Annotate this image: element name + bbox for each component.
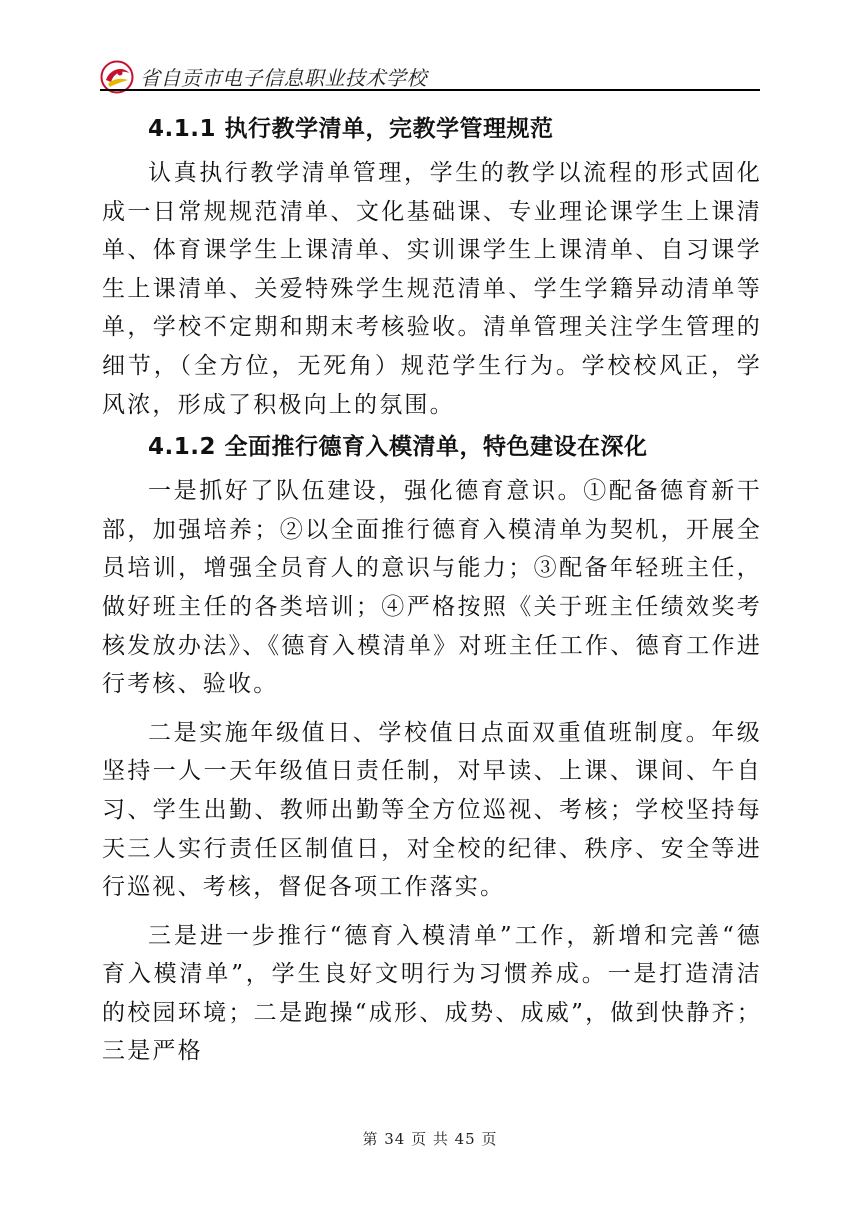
school-name: 省自贡市电子信息职业技术学校 (140, 66, 427, 90)
section-heading: 4.1.2 全面推行德育入模清单，特色建设在深化 (148, 434, 648, 461)
document-body (102, 108, 762, 1075)
section-heading: 4.1.1 执行教学清单，完教学管理规范 (148, 116, 554, 142)
page-number: 第 34 页 共 45 页 (362, 1130, 498, 1148)
paragraph: 二是实施年级值日、学校值日点面双重值班制度。年级坚持一人一天年级值日责任制，对早读、上课、课间、午自习、学生出勤、教师出勤等全方位巡视、考核；学校坚持每天三人实行责任区制值日，对全校的纪律、秩序、安全等进行巡视、考核，督促各项工作落实。 (102, 719, 762, 901)
paragraph: 三是进一步推行“德育入模清单”工作，新增和完善“德育入模清单”，学生良好文明行为习惯养成。一是打造清洁的校园环境；二是跑操“成形、成势、成威”，做到快静齐；三是严格 (102, 922, 762, 1065)
paragraph: 认真执行教学清单管理，学生的教学以流程的形式固化成一日常规规范清单、文化基础课、专业理论课学生上课清单、体育课学生上课清单、实训课学生上课清单、自习课学生上课清单、关爱特殊学生规范清单、学生学籍异动清单等单，学校不定期和期末考核验收。清单管理关注学生管理的细节，（全方位，无死角）规范学生行为。学校校风正，学风浓，形成了积极向上的氛围。 (102, 160, 762, 418)
header-divider (100, 89, 760, 91)
paragraph: 一是抓好了队伍建设，强化德育意识。①配备德育新干部，加强培养；②以全面推行德育入模清单为契机，开展全员培训，增强全员育人的意识与能力；③配备年轻班主任，做好班主任的各类培训；④严格按照《关于班主任绩效奖考核发放办法》、《德育入模清单》对班主任工作、德育工作进行考核、验收。 (102, 478, 762, 698)
